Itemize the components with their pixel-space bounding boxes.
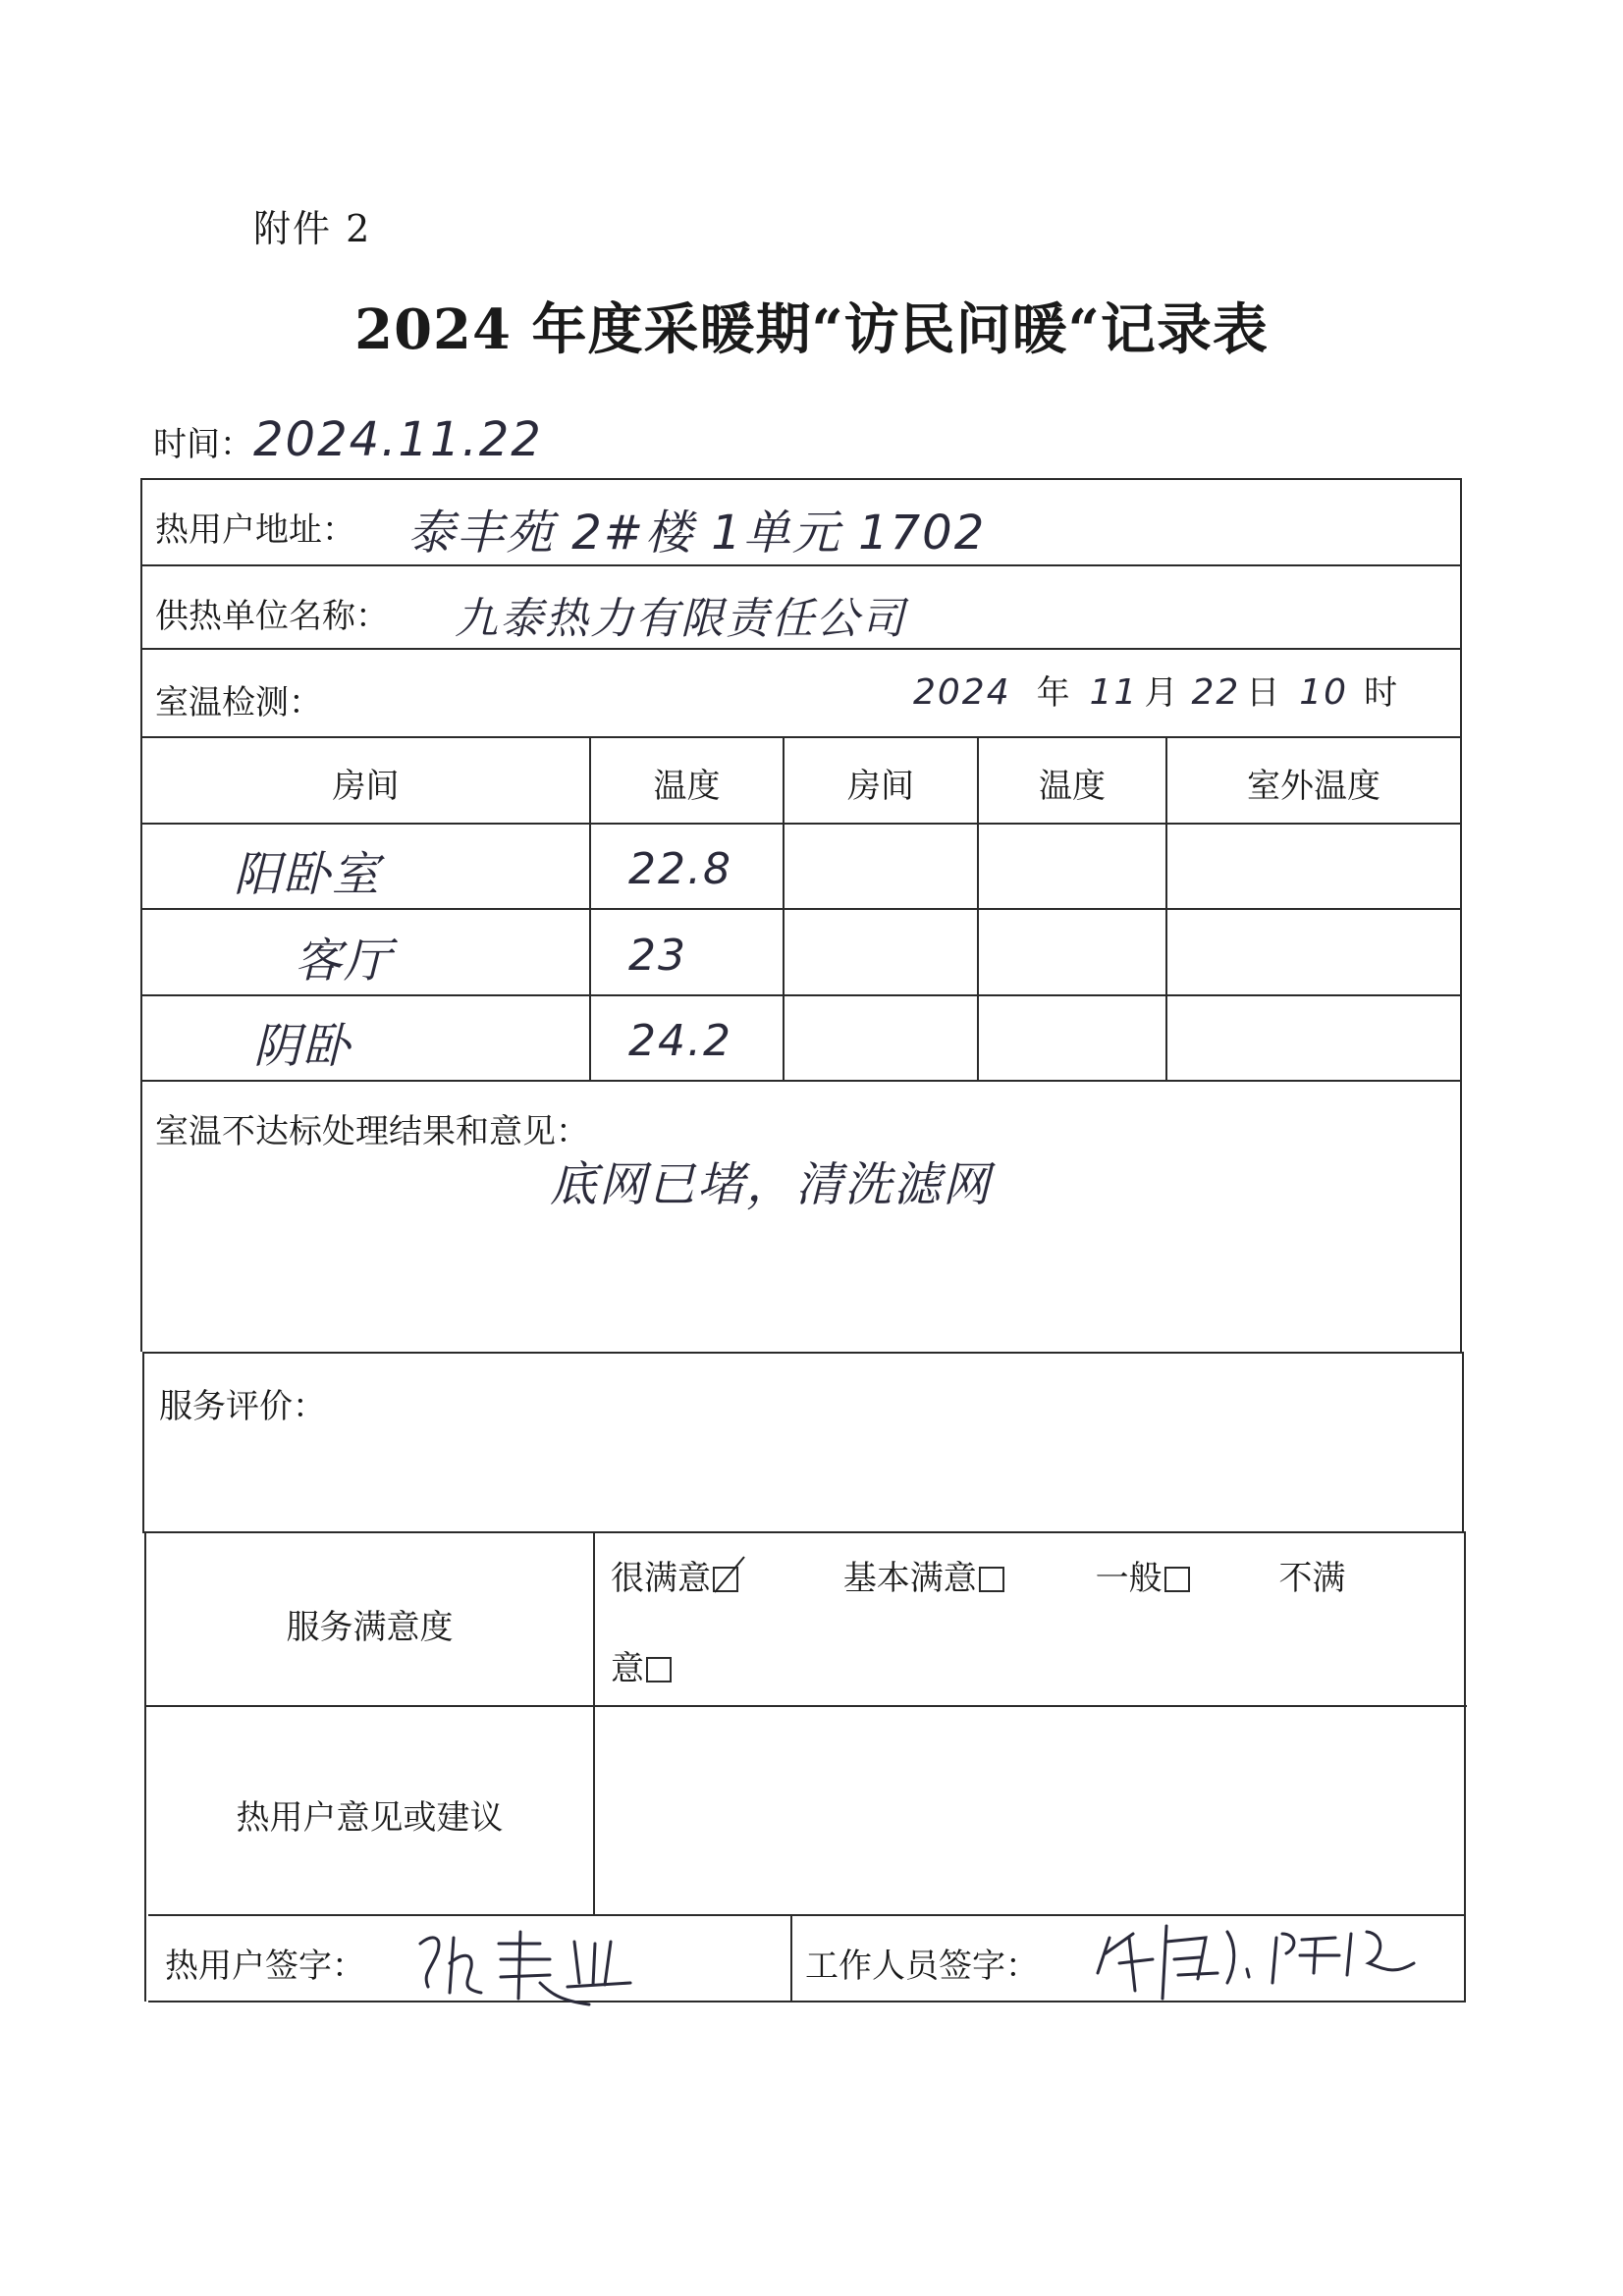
address-label: 热用户地址： — [155, 510, 355, 550]
result-value: 底网已堵，清洗滤网 — [550, 1157, 993, 1212]
option-basic-satisfied[interactable] — [843, 1559, 1004, 1598]
result-label: 室温不达标处理结果和意见： — [155, 1112, 589, 1151]
temp-check-datetime — [913, 666, 1397, 714]
supplier-value: 九泰热力有限责任公司 — [455, 594, 906, 644]
table-header-temp: 温度 — [653, 767, 721, 806]
row-room: 客厅 — [295, 934, 394, 988]
staff-sign-label: 工作人员签字： — [805, 1947, 1039, 1986]
address-value: 泰丰苑 2#楼 1单元 1702 — [407, 506, 987, 561]
option-dissatisfied-part1: 不满 — [1278, 1559, 1346, 1598]
supplier-label: 供热单位名称： — [155, 597, 389, 636]
row-room: 阳卧室 — [234, 847, 382, 902]
service-eval-label: 服务评价： — [159, 1387, 326, 1426]
option-label: 很满意 — [611, 1559, 711, 1598]
option-average[interactable] — [1096, 1559, 1190, 1598]
row-temp: 23 — [628, 931, 687, 981]
checkbox-icon[interactable] — [979, 1567, 1004, 1592]
temp-check-month-unit: 月 — [1144, 673, 1178, 713]
suggestion-label: 热用户意见或建议 — [236, 1798, 504, 1838]
user-signature — [403, 1914, 668, 2012]
staff-signature — [1090, 1904, 1443, 2007]
table-header-temp-2: 温度 — [1039, 767, 1106, 806]
checkbox-icon[interactable] — [646, 1657, 672, 1682]
temp-check-hour: 10 — [1299, 672, 1349, 713]
user-sign-label: 热用户签字： — [165, 1947, 365, 1986]
check-mark-icon — [713, 1555, 746, 1594]
option-very-satisfied[interactable] — [611, 1559, 738, 1598]
row-temp: 22.8 — [628, 844, 732, 894]
satisfaction-options-line2 — [611, 1641, 672, 1689]
table-header-outdoor-temp: 室外温度 — [1247, 767, 1380, 806]
temp-check-day-unit: 日 — [1246, 673, 1280, 713]
temp-check-year-unit: 年 — [1036, 673, 1070, 713]
temp-check-hour-unit: 时 — [1364, 673, 1398, 713]
temp-check-month: 11 — [1089, 672, 1139, 713]
option-label: 基本满意 — [842, 1559, 977, 1598]
satisfaction-options-line1 — [611, 1551, 1345, 1599]
option-dissatisfied-part2: 意 — [611, 1649, 644, 1688]
time-label: 时间： — [153, 425, 253, 464]
option-label: 一般 — [1095, 1559, 1163, 1598]
time-row — [153, 412, 543, 467]
satisfaction-label: 服务满意度 — [286, 1608, 454, 1647]
temp-check-year: 2024 — [913, 672, 1011, 713]
temp-check-label: 室温检测： — [155, 683, 322, 722]
attachment-number: 附件 2 — [253, 207, 372, 250]
checkbox-checked-icon[interactable] — [713, 1567, 738, 1592]
temp-check-day: 22 — [1191, 672, 1241, 713]
time-value: 2024.11.22 — [253, 412, 543, 467]
page-title: 2024 年度采暖期“访民问暖“记录表 — [354, 297, 1269, 362]
row-temp: 24.2 — [628, 1016, 732, 1066]
table-header-room-2: 房间 — [847, 767, 914, 806]
row-room: 阴卧 — [253, 1019, 352, 1074]
table-header-room: 房间 — [332, 767, 400, 806]
checkbox-icon[interactable] — [1164, 1567, 1190, 1592]
